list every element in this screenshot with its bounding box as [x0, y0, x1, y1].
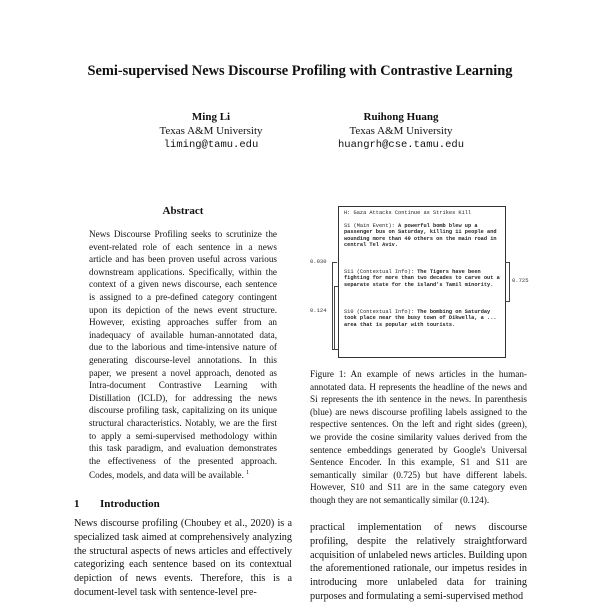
- author-affiliation: Texas A&M University: [349, 125, 453, 137]
- similarity-bracket-right: [505, 262, 510, 302]
- author-email: liming@tamu.edu: [163, 139, 259, 151]
- author-email: huangrh@cse.tamu.edu: [337, 139, 465, 151]
- section-number: 1: [74, 498, 80, 510]
- figure-headline: H: Gaza Attacks Continue as Strikes Kill: [344, 210, 472, 216]
- figure-s1: [344, 223, 500, 249]
- similarity-value-left-2: 0.124: [310, 307, 327, 314]
- s1-text: A powerful bomb blew up a passenger bus on Saturday, killing 11 people and wounding more than 40 others on the main road in central Tel Aviv.: [344, 223, 500, 249]
- similarity-bracket-left-inner: [334, 286, 338, 350]
- figure-example-box: [338, 206, 506, 358]
- figure-caption: Figure 1: An example of news articles in the human-annotated data. H represents the headline of the news and Si represents the ith sentence in the news. In parenthesis (blue) are news discourse profiling labels assigned to the respective sentences. On the left and right sides (green), we provide the cosine similarity values derived from the sentence embeddings generated by Google's Universal Sentence Encoder. In this example, S1 and S11 are semantically similar (0.725) but have different labels. However, S10 and S11 are in the same category even though they are not semantically similar (0.124).: [310, 369, 527, 505]
- s11-label: S11 (Contextual Info):: [344, 269, 414, 275]
- s1-label: S1 (Main Event):: [344, 223, 395, 229]
- similarity-value-left-1: 0.030: [310, 258, 327, 265]
- section-title: Introduction: [100, 498, 160, 510]
- author-block-1: [111, 110, 311, 152]
- author-name: Ming Li: [191, 111, 231, 123]
- intro-paragraph-right: practical implementation of news discourse profiling, despite the relatively straightforward acquisition of unlabeled news articles. Building upon the aforementioned rationale, our impetus resides in introducing more unlabeled data for training purposes and formulating a semi-supervised method: [310, 522, 528, 602]
- similarity-value-right: 0.725: [512, 277, 529, 284]
- footnote-mark: 1: [246, 470, 250, 477]
- author-affiliation: Texas A&M University: [159, 125, 263, 137]
- s11-text: The Tigers have been fighting for more than two decades to carve out a separate state for the island's Tamil minority.: [344, 269, 503, 288]
- s10-label: S10 (Contextual Info):: [344, 309, 414, 315]
- section-heading-introduction: [74, 498, 160, 510]
- figure-s11: [344, 269, 503, 288]
- author-name: Ruihong Huang: [363, 111, 439, 123]
- abstract-body: [89, 228, 277, 482]
- abstract-heading: Abstract: [162, 205, 204, 217]
- paper-title: Semi-supervised News Discourse Profiling with Contrastive Learning: [87, 63, 513, 79]
- figure-s10: [344, 309, 500, 328]
- author-block-2: [301, 110, 501, 152]
- intro-paragraph-left: News discourse profiling (Choubey et al., 2020) is a specialized task aimed at comprehensively analyzing the structural aspects of news articles and effectively categorizing each sentence based on its contextual depiction of news events. Therefore, this is a document-level task with sentence-level pre-: [74, 518, 292, 598]
- abstract-text: News Discourse Profiling seeks to scrutinize the event-related role of each sentence in a news article and has been proven useful across various downstream applications. Specifically, within the context of a given news discourse, each sentence is assigned to a pre-defined category contingent upon its depiction of the news event structure. However, existing approaches suffer from an inadequacy of available human-annotated data, due to the laborious and time-intensive nature of generating discourse-level annotations. In this paper, we present a novel approach, denoted as Intra-document Contrastive Learning with Distillation (ICLD), for addressing the news discourse profiling task, capitalizing on its unique structural characteristics. Notably, we are the first to apply a semi-supervised methodology within this task paradigm, and evaluation demonstrates the effectiveness of the presented approach. Codes, models, and data will be available.: [89, 229, 277, 481]
- s10-text: The bombing on Saturday took place near the busy town of Dikwella, a ... area that is popular with tourists.: [344, 309, 500, 328]
